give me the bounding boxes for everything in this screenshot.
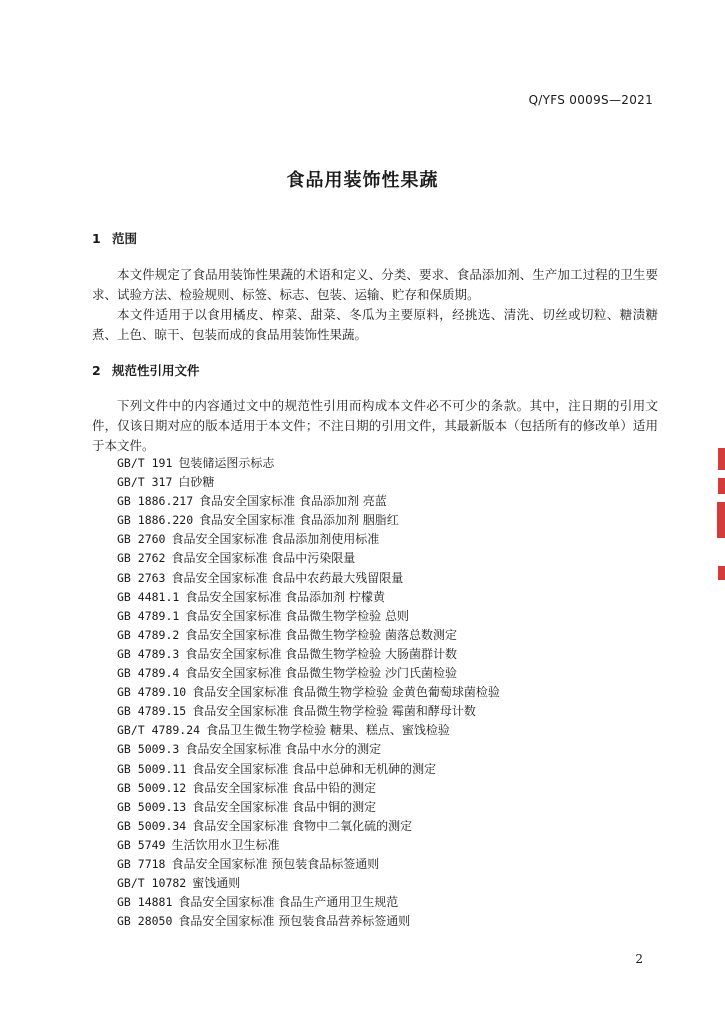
list-item [117,492,677,511]
list-item [117,511,677,530]
reference-code: GB 4789.15 [117,704,187,719]
list-item [117,664,677,683]
list-item [117,607,677,626]
list-item [117,473,677,492]
list-item [117,779,677,798]
reference-title: 生活饮用水卫生标准 [171,837,280,852]
reference-title: 食品安全国家标准 食品中总砷和无机砷的测定 [192,761,437,776]
list-item [117,893,677,912]
section-title: 规范性引用文件 [112,363,200,378]
list-item [117,454,677,473]
list-item [117,569,677,588]
reference-title: 食品安全国家标准 食品生产通用卫生规范 [178,895,399,910]
scope-paragraph: 本文件适用于以食用橘皮、榨菜、甜菜、冬瓜为主要原料，经挑选、清洗、切丝或切粒、糖渍糖煮、上色、晾干、包装而成的食品用装饰性果蔬。 [92,307,658,342]
reference-code: GB 5009.12 [117,780,187,795]
reference-title: 蜜饯通则 [192,876,241,891]
reference-title: 食品安全国家标准 食品微生物学检验 沙门氏菌检验 [185,666,457,681]
section-number: 1 [92,231,101,246]
reference-title: 食品安全国家标准 预包装食品标签通则 [171,856,380,871]
reference-code: GB/T 191 [117,456,173,470]
document-code: Q/YFS 0009S—2021 [528,93,653,107]
reference-title: 食品安全国家标准 食品添加剂使用标准 [171,532,380,547]
list-item [117,740,677,759]
reference-code: GB/T 4789.24 [117,723,201,738]
reference-code: GB 4789.10 [117,685,187,700]
reference-title: 食品安全国家标准 食品中污染限量 [171,551,356,566]
list-item [117,798,677,817]
list-item [117,836,677,855]
scope-paragraph: 本文件规定了食品用装饰性果蔬的术语和定义、分类、要求、食品添加剂、生产加工过程的卫生要求、试验方法、检验规则、标签、标志、包装、运输、贮存和保质期。 [92,267,658,302]
reference-title: 包装储运图示标志 [178,456,275,470]
list-item [117,874,677,893]
list-item [117,855,677,874]
reference-code: GB 4789.2 [117,627,180,642]
reference-title: 食品安全国家标准 食品微生物学检验 总则 [185,608,409,623]
section-title: 范围 [112,231,138,246]
reference-title: 食品安全国家标准 食品添加剂 柠檬黄 [185,589,385,604]
list-item [117,721,677,740]
list-item [117,645,677,664]
reference-code: GB 2763 [117,570,166,585]
list-item [117,760,677,779]
reference-title: 食品安全国家标准 食品微生物学检验 大肠菌群计数 [185,646,457,661]
references-intro-paragraph: 下列文件中的内容通过文中的规范性引用而构成本文件必不可少的条款。其中，注日期的引用文件，仅该日期对应的版本适用于本文件；不注日期的引用文件，其最新版本（包括所有的修改单）适用于本文件。 [92,398,658,453]
list-item [117,912,677,931]
reference-code: GB 1886.220 [117,513,194,528]
list-item [117,817,677,836]
reference-title: 白砂糖 [178,475,215,490]
list-item [117,702,677,721]
list-item [117,626,677,645]
reference-title: 食品安全国家标准 食品添加剂 亮蓝 [199,494,387,509]
reference-title: 食品安全国家标准 食品微生物学检验 菌落总数测定 [185,627,457,642]
reference-title: 食品安全国家标准 食品中铅的测定 [192,780,377,795]
reference-code: GB 2762 [117,551,166,566]
list-item [117,530,677,549]
reference-code: GB 28050 [117,914,173,929]
reference-list [117,454,677,931]
reference-code: GB 7718 [117,856,166,871]
reference-title: 食品安全国家标准 食品中水分的测定 [185,742,382,757]
reference-code: GB 5749 [117,837,166,852]
reference-code: GB 2760 [117,532,166,547]
section-number: 2 [92,363,101,378]
reference-code: GB 1886.217 [117,494,194,509]
section-heading-normative-references [92,361,200,379]
reference-code: GB 14881 [117,895,173,910]
reference-title: 食品安全国家标准 食品中铜的测定 [192,799,377,814]
reference-code: GB/T 10782 [117,876,187,891]
reference-code: GB 5009.13 [117,799,187,814]
document-title: 食品用装饰性果蔬 [286,170,439,191]
reference-title: 食品安全国家标准 食品微生物学检验 霉菌和酵母计数 [192,704,476,719]
reference-code: GB 4789.3 [117,646,180,661]
reference-code: GB 5009.11 [117,761,187,776]
reference-title: 食品安全国家标准 食物中二氧化硫的测定 [192,818,413,833]
reference-code: GB 5009.34 [117,818,187,833]
reference-code: GB 4789.1 [117,608,180,623]
list-item [117,683,677,702]
reference-code: GB 5009.3 [117,742,180,757]
list-item [117,549,677,568]
reference-title: 食品安全国家标准 食品中农药最大残留限量 [171,570,404,585]
reference-title: 食品安全国家标准 预包装食品营养标签通则 [178,914,411,929]
reference-title: 食品安全国家标准 食品添加剂 胭脂红 [199,513,399,528]
reference-code: GB 4789.4 [117,666,180,681]
reference-code: GB/T 317 [117,475,173,490]
list-item [117,588,677,607]
section-heading-scope [92,229,137,247]
reference-title: 食品安全国家标准 食品微生物学检验 金黄色葡萄球菌检验 [192,685,500,700]
page-number: 2 [635,952,643,966]
reference-code: GB 4481.1 [117,589,180,604]
seal-stamp-edge [717,448,725,588]
reference-title: 食品卫生微生物学检验 糖果、糕点、蜜饯检验 [206,723,450,738]
